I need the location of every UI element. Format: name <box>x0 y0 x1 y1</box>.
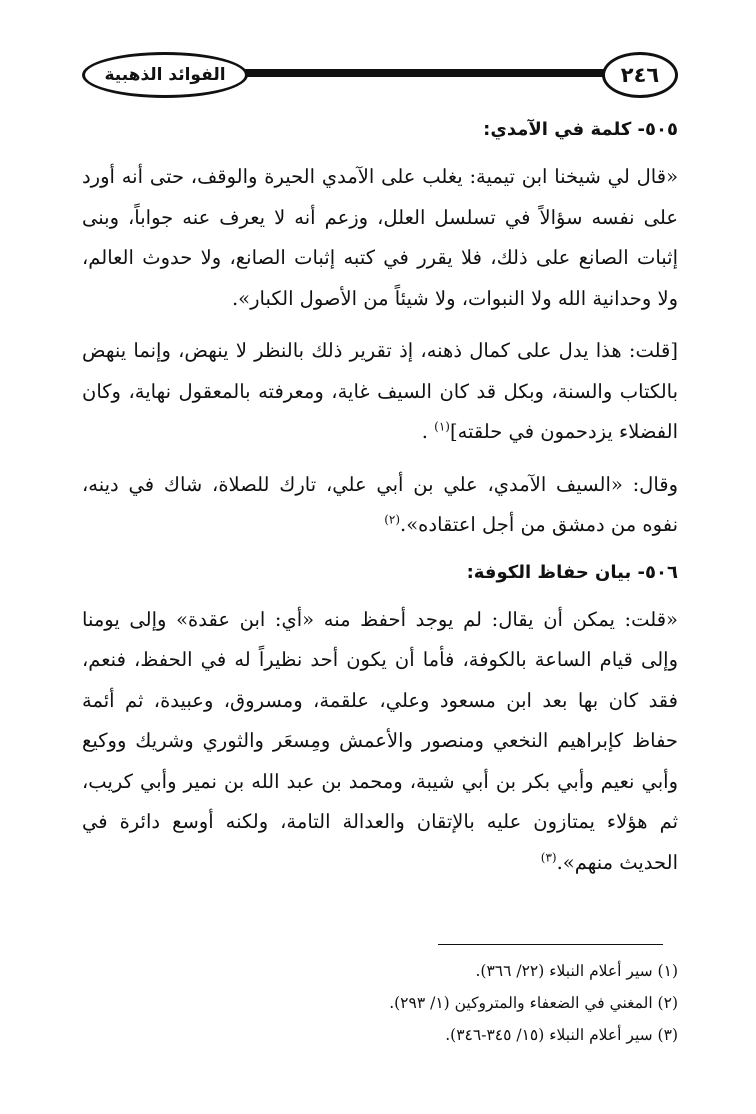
paragraph-text: [قلت: هذا يدل على كمال ذهنه، إذ تقرير ذلك بالنظر لا ينهض، وإنما ينهض بالكتاب والسنة، وبكل قد كان السيف غاية، ومعرفته بالمعقول نهاية، وكان الفضلاء يزدحمون في حلقته] <box>82 339 678 443</box>
main-text <box>82 115 678 895</box>
footnote: (٣) سير أعلام النبلاء (١٥/ ٣٤٥-٣٤٦). <box>445 1026 678 1044</box>
running-title: الفوائد الذهبية <box>82 52 248 98</box>
footnotes <box>82 955 678 1051</box>
section-506 <box>82 558 678 884</box>
footnote-reference: (١) <box>434 419 450 434</box>
footnote: (١) سير أعلام النبلاء (٢٢/ ٣٦٦). <box>475 962 678 980</box>
footnote-reference: (٣) <box>540 850 557 864</box>
paragraph-text: وقال: «السيف الآمدي، علي بن أبي علي، تارك للصلاة، شاك في دينه، نفوه من دمشق من أجل اعتقاده». <box>82 472 678 536</box>
section-heading: ٥٠٥- كلمة في الآمدي: <box>483 119 678 140</box>
paragraph <box>82 465 678 546</box>
page-header <box>82 52 678 98</box>
paragraph <box>82 331 678 453</box>
paragraph <box>82 600 678 884</box>
section-505 <box>82 115 678 546</box>
paragraph-text: «قال لي شيخنا ابن تيمية: يغلب على الآمدي الحيرة والوقف، حتى أنه أورد على نفسه سؤالاً في تسلسل العلل، وزعم أنه لا يعرف عنه جواباً، وبنى إثبات الصانع على ذلك، فلا يقرر في كتبه إثبات الصانع، ولا حدوث العالم، ولا وحدانية الله ولا النبوات، ولا شيئاً من الأصول الكبار». <box>82 165 678 310</box>
paragraph-tail: . <box>421 420 435 443</box>
section-heading: ٥٠٦- بيان حفاظ الكوفة: <box>466 561 678 583</box>
footnote: (٢) المغني في الضعفاء والمتروكين (١/ ٢٩٣). <box>389 994 678 1012</box>
paragraph <box>82 157 678 319</box>
footnote-reference: (٢) <box>384 512 401 527</box>
paragraph-text: «قلت: يمكن أن يقال: لم يوجد أحفظ منه «أي: ابن عقدة» وإلى يومنا وإلى قيام الساعة بالكوفة، فأما أن يكون أحد نظيراً له في الحفظ، فنعم، فقد كان بها بعد ابن مسعود وعلي، علقمة، ومسروق، وعبيدة، ثم أئمة حفاظ كإبراهيم النخعي ومنصور والأعمش ومِسعَر والثوري وشريك ووكيع وأبي نعيم وأبي بكر بن أبي شيبة، ومحمد بن عبد الله بن نمير وأبي كريب، ثم هؤلاء يمتازون عليه بالإتقان والعدالة التامة، ولكنه أوسع دائرة في الحديث منهم». <box>82 607 678 874</box>
footnote-separator <box>438 944 663 945</box>
page-number: ٢٤٦ <box>602 52 678 98</box>
